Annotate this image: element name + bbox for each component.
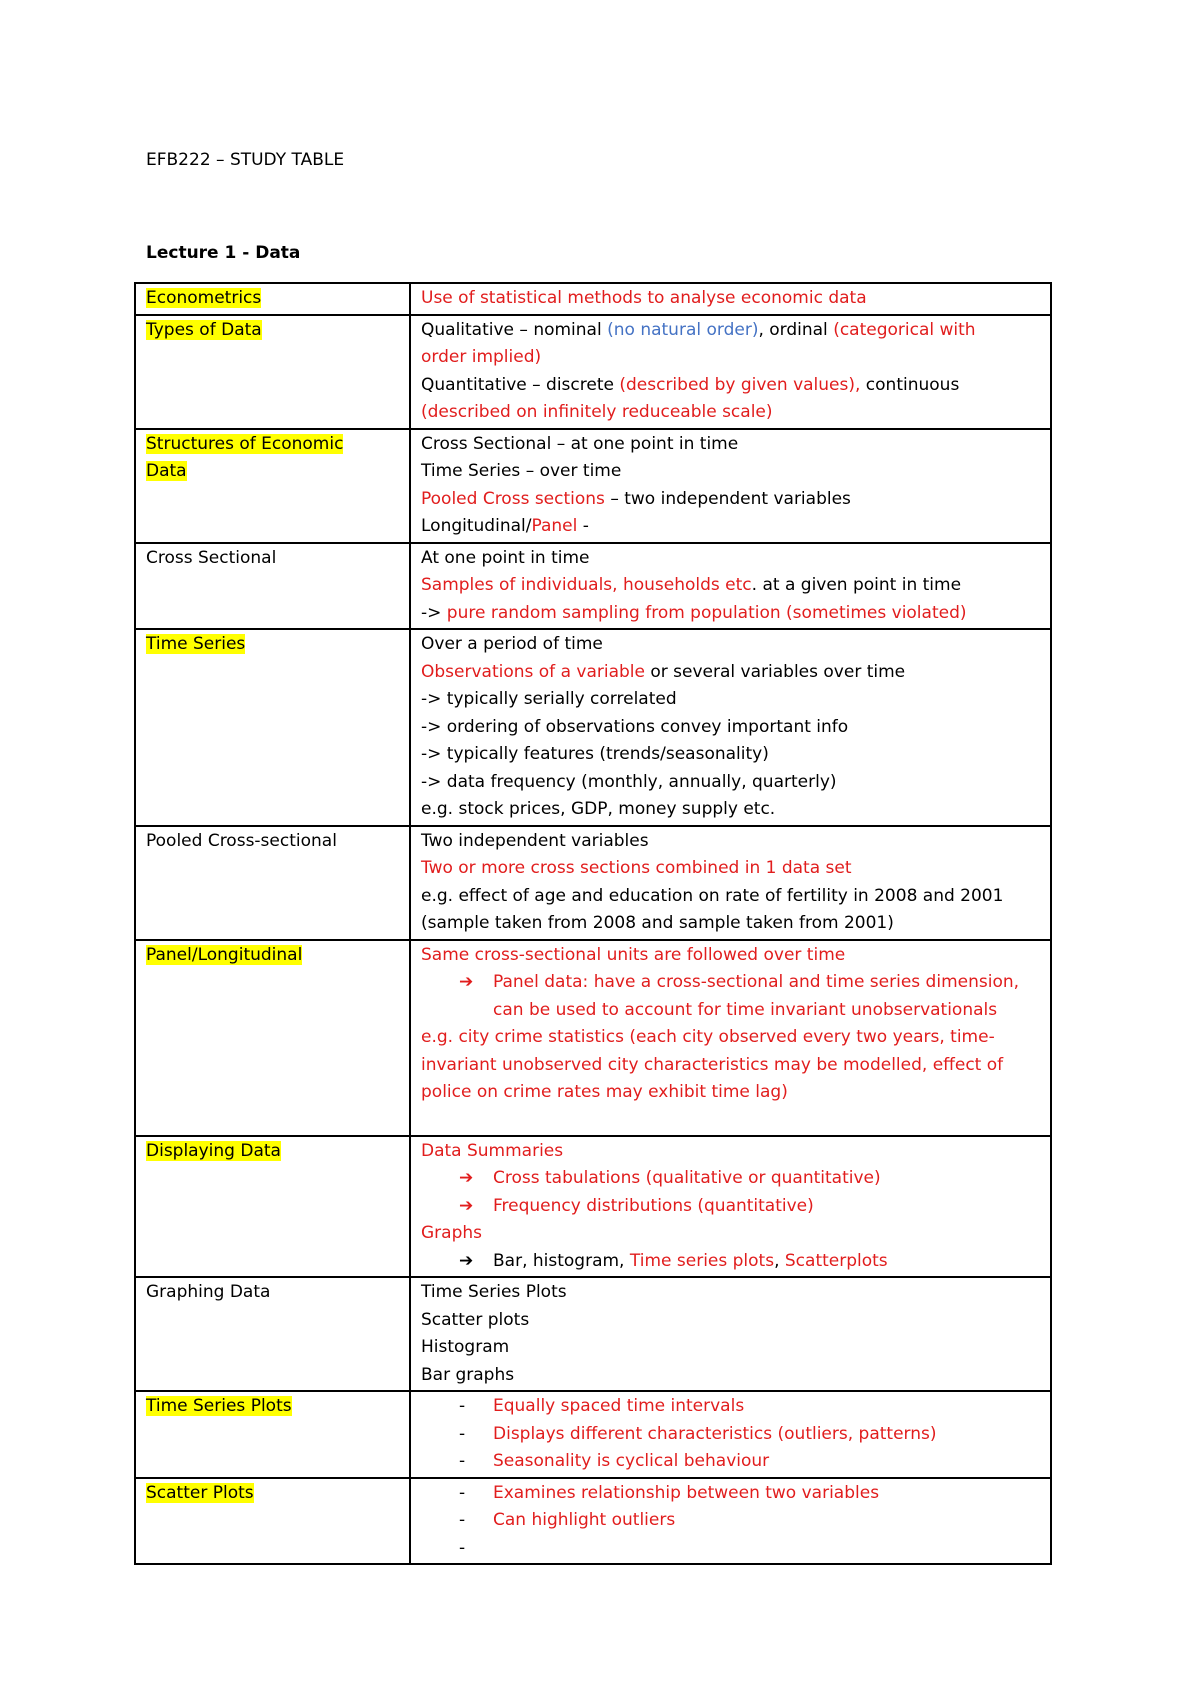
term-label: Panel/Longitudinal <box>146 944 303 965</box>
table-row-scatter-plots <box>135 1478 1051 1565</box>
term-label: Structures of Economic <box>146 433 344 454</box>
definition-line: Time Series Plots <box>421 1282 567 1302</box>
bullet-text: Cross tabulations (qualitative or quantitative) <box>493 1168 881 1188</box>
table-row-pooled-cross-sectional <box>135 826 1051 940</box>
term-cell <box>135 1478 410 1565</box>
definition-line: Same cross-sectional units are followed over time <box>421 944 846 965</box>
term-label: Time Series Plots <box>146 1396 292 1416</box>
arrow-bullet <box>421 1165 1040 1193</box>
text-run: (no natural order) <box>607 319 759 340</box>
bullet-text: Panel data: have a cross-sectional and time series dimension, can be used to account for time invariant unobservationals <box>493 972 1020 1020</box>
definition-cell <box>410 283 1051 315</box>
definition-cell <box>410 1478 1051 1565</box>
definition-line <box>421 659 1040 687</box>
study-table <box>134 282 1052 1565</box>
definition-line: e.g. stock prices, GDP, money supply etc. <box>421 799 776 819</box>
dash-icon: - <box>459 1396 466 1416</box>
text-run: Panel <box>531 516 578 536</box>
dash-bullet <box>421 1448 1040 1476</box>
table-row-panel-longitudinal <box>135 940 1051 1136</box>
definition-line: -> ordering of observations convey important info <box>421 716 849 737</box>
table-row-structures <box>135 429 1051 543</box>
text-run: pure random sampling from population (sometimes violated) <box>446 602 967 623</box>
definition-line: -> typically features (trends/seasonality) <box>421 744 769 764</box>
term-label: Data <box>146 461 187 481</box>
text-run: (categorical with <box>833 319 976 340</box>
text-run: Qualitative – nominal <box>421 319 608 340</box>
term-label: Graphing Data <box>146 1282 271 1302</box>
definition-line: At one point in time <box>421 547 590 568</box>
table-row-econometrics <box>135 283 1051 315</box>
dash-bullet <box>421 1393 1040 1421</box>
definition-line <box>421 317 1040 345</box>
term-label: Time Series <box>146 634 246 654</box>
term-label: Displaying Data <box>146 1140 281 1161</box>
text-run: , <box>774 1250 785 1271</box>
definition-line <box>421 572 1040 600</box>
text-run: -> <box>421 602 447 623</box>
text-run: (described by given values), <box>619 374 861 395</box>
term-line <box>146 431 399 459</box>
text-run: or several variables over time <box>644 661 906 682</box>
term-cell <box>135 826 410 940</box>
term-label: Pooled Cross-sectional <box>146 830 337 851</box>
term-cell <box>135 629 410 826</box>
definition-cell <box>410 629 1051 826</box>
definition-line: Cross Sectional – at one point in time <box>421 433 739 454</box>
definition-line: police on crime rates may exhibit time lag) <box>421 1082 788 1102</box>
table-row-cross-sectional <box>135 543 1051 630</box>
definition-line: Graphs <box>421 1223 483 1243</box>
dash-icon: - <box>459 1423 466 1444</box>
arrow-icon: ➔ <box>459 1195 474 1216</box>
definition-cell <box>410 543 1051 630</box>
bullet-text: Can highlight outliers <box>493 1510 676 1530</box>
definition-line <box>421 486 1040 514</box>
arrow-icon: ➔ <box>459 1168 474 1188</box>
text-run: . at a given point in time <box>751 575 962 595</box>
text-run: Scatterplots <box>784 1250 888 1271</box>
text-run: Time series plots <box>629 1250 775 1271</box>
arrow-bullet <box>421 969 1040 1024</box>
table-row-graphing-data <box>135 1277 1051 1391</box>
definition-line: Data Summaries <box>421 1140 564 1161</box>
term-cell <box>135 429 410 543</box>
table-row-time-series <box>135 629 1051 826</box>
text-run: , ordinal <box>758 319 834 340</box>
term-line <box>146 458 399 486</box>
dash-icon: - <box>459 1451 466 1471</box>
term-cell <box>135 283 410 315</box>
definition-line: order implied) <box>421 347 542 367</box>
table-row-time-series-plots <box>135 1391 1051 1478</box>
definition-line: Histogram <box>421 1337 510 1357</box>
term-cell <box>135 543 410 630</box>
definition-cell <box>410 1136 1051 1278</box>
dash-icon: - <box>459 1537 466 1558</box>
definition-cell <box>410 1391 1051 1478</box>
definition-cell <box>410 429 1051 543</box>
term-cell <box>135 1391 410 1478</box>
dash-icon: - <box>459 1510 466 1530</box>
term-cell <box>135 1277 410 1391</box>
definition-line <box>421 600 1040 628</box>
definition-line: (sample taken from 2008 and sample taken from 2001) <box>421 913 894 933</box>
document-title: EFB222 – STUDY TABLE <box>146 150 345 170</box>
definition-line: Two independent variables <box>421 830 649 851</box>
text-run: – two independent variables <box>604 488 851 509</box>
definition-cell <box>410 826 1051 940</box>
text-run: Pooled Cross sections <box>421 488 605 509</box>
term-cell <box>135 315 410 429</box>
definition-line <box>421 372 1040 400</box>
term-label: Econometrics <box>146 288 262 308</box>
definition-line: Scatter plots <box>421 1309 530 1330</box>
definition-line: -> typically serially correlated <box>421 689 677 709</box>
arrow-icon: ➔ <box>459 1250 474 1271</box>
definition-cell <box>410 315 1051 429</box>
text-run: Observations of a variable <box>421 661 645 682</box>
definition-line: (described on infinitely reduceable scale) <box>421 402 773 422</box>
definition-cell <box>410 1277 1051 1391</box>
arrow-bullet <box>421 1248 1040 1276</box>
bullet-text: Displays different characteristics (outliers, patterns) <box>493 1423 937 1444</box>
term-label: Cross Sectional <box>146 547 277 568</box>
bullet-text: Examines relationship between two variables <box>493 1482 880 1503</box>
arrow-icon: ➔ <box>459 972 474 992</box>
bullet-text: Seasonality is cyclical behaviour <box>493 1451 770 1471</box>
dash-bullet <box>421 1507 1040 1535</box>
dash-bullet <box>421 1535 1040 1563</box>
term-cell <box>135 1136 410 1278</box>
definition-line: Bar graphs <box>421 1364 515 1385</box>
term-label: Types of Data <box>146 319 262 340</box>
bullet-text: Equally spaced time intervals <box>493 1396 745 1416</box>
blank-line <box>421 1107 1040 1134</box>
definition-line: Two or more cross sections combined in 1 data set <box>421 858 852 878</box>
term-label: Scatter Plots <box>146 1482 254 1503</box>
term-cell <box>135 940 410 1136</box>
table-row-types-of-data <box>135 315 1051 429</box>
text-run: continuous <box>860 374 960 395</box>
table-row-displaying-data <box>135 1136 1051 1278</box>
dash-bullet <box>421 1421 1040 1449</box>
arrow-bullet <box>421 1193 1040 1221</box>
text-run: Bar, histogram, <box>493 1250 630 1271</box>
text-run: - <box>577 516 589 536</box>
bullet-text <box>493 1248 888 1276</box>
definition-line: e.g. city crime statistics (each city observed every two years, time- <box>421 1027 995 1047</box>
definition-line <box>421 513 1040 541</box>
text-run: Longitudinal/ <box>421 516 532 536</box>
dash-bullet <box>421 1480 1040 1508</box>
definition-cell <box>410 940 1051 1136</box>
definition-line: -> data frequency (monthly, annually, quarterly) <box>421 771 837 792</box>
bullet-text: Frequency distributions (quantitative) <box>493 1195 814 1216</box>
definition-line: e.g. effect of age and education on rate of fertility in 2008 and 2001 <box>421 885 1004 906</box>
lecture-heading: Lecture 1 - Data <box>146 243 301 263</box>
definition-line: Time Series – over time <box>421 461 622 481</box>
text-run: Samples of individuals, households etc <box>421 575 752 595</box>
text-run: Quantitative – discrete <box>421 374 620 395</box>
dash-icon: - <box>459 1482 466 1503</box>
definition-line: invariant unobserved city characteristics may be modelled, effect of <box>421 1054 1004 1075</box>
definition-line: Over a period of time <box>421 634 603 654</box>
definition-line: Use of statistical methods to analyse economic data <box>421 288 867 308</box>
